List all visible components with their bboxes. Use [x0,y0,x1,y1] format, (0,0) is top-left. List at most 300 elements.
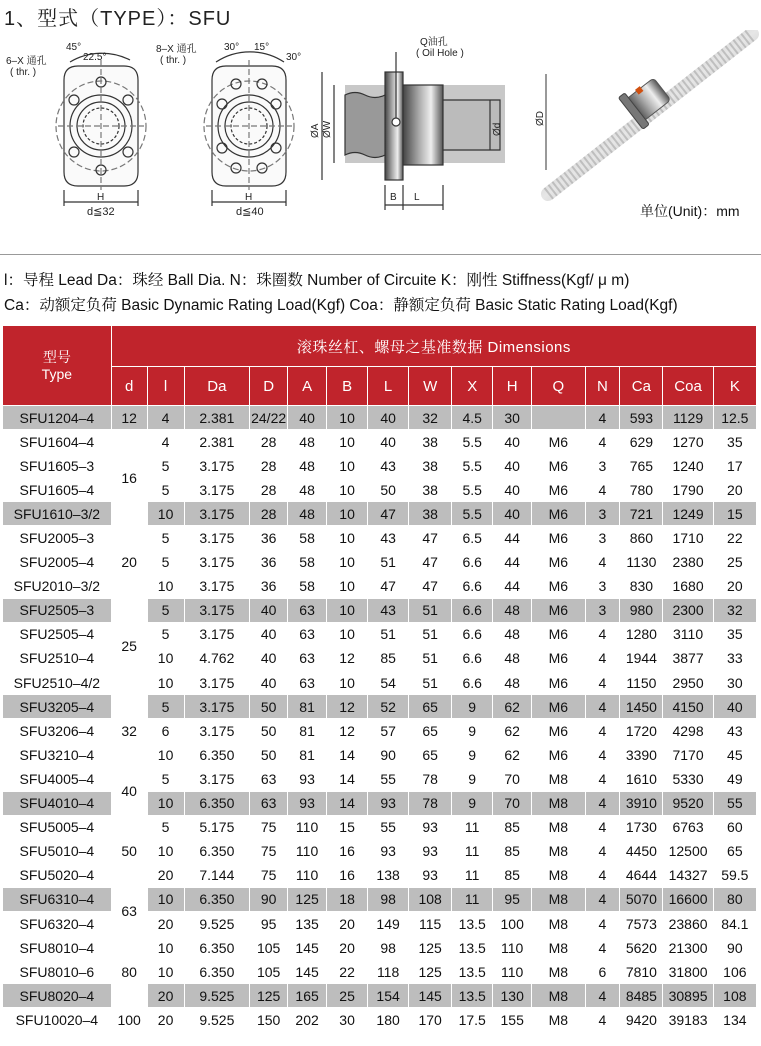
cell-h: 85 [493,815,532,839]
cell-k: 22 [713,526,756,550]
model-cell: SFU1610–3/2 [3,502,112,526]
cell-d: 28 [250,430,288,454]
diameter-cell: 63 [111,887,147,935]
cell-w: 38 [409,478,452,502]
cell-a: 135 [288,911,327,935]
cell-w: 78 [409,791,452,815]
model-cell: SFU4010–4 [3,791,112,815]
cell-ca: 4644 [620,863,663,887]
model-cell: SFU2005–3 [3,526,112,550]
cell-d: 36 [250,574,288,598]
cell-l: 54 [368,671,409,695]
table-row [3,695,757,719]
diameter-cell: 16 [111,430,147,526]
cell-da: 9.525 [184,984,250,1008]
model-cell: SFU2510–4/2 [3,671,112,695]
cell-da: 3.175 [184,502,250,526]
cell-h: 48 [493,671,532,695]
column-header-k: K [713,367,756,406]
cell-a: 48 [288,502,327,526]
cell-l: 20 [147,863,184,887]
cell-ca: 980 [620,598,663,622]
table-row [3,1008,757,1032]
flange1-hole-en: ( thr. ) [10,67,37,78]
cell-a: 48 [288,430,327,454]
cell-k: 55 [713,791,756,815]
cell-coa: 3877 [663,646,713,670]
column-header-coa: Coa [663,367,713,406]
cell-l: 10 [147,646,184,670]
cell-l: 5 [147,550,184,574]
model-cell: SFU6310–4 [3,887,112,911]
cell-a: 145 [288,936,327,960]
cell-a: 58 [288,526,327,550]
cell-h: 48 [493,622,532,646]
flange1-angle-a: 45° [66,42,82,53]
cell-k: 40 [713,695,756,719]
diameter-cell: 25 [111,598,147,694]
cell-l: 118 [368,960,409,984]
flange-view-d32 [56,53,146,206]
diameter-cell: 40 [111,767,147,815]
cell-l: 5 [147,598,184,622]
column-header-d: d [111,367,147,406]
cell-l: 10 [147,671,184,695]
model-cell: SFU8020–4 [3,984,112,1008]
cell-coa: 7170 [663,743,713,767]
cell-l: 10 [147,743,184,767]
flange1-d: d≦32 [87,206,115,218]
cell-b: 10 [327,454,368,478]
cell-da: 2.381 [184,406,250,430]
cell-l: 5 [147,526,184,550]
cell-n: 3 [585,454,620,478]
cell-a: 48 [288,454,327,478]
cell-a: 81 [288,743,327,767]
cell-l: 90 [368,743,409,767]
cell-x: 9 [452,695,493,719]
cell-da: 3.175 [184,767,250,791]
cell-a: 48 [288,478,327,502]
cell-w: 93 [409,815,452,839]
cell-w: 65 [409,695,452,719]
cell-a: 81 [288,695,327,719]
flange2-hole-cn: 8–X 通孔 [156,44,197,55]
cell-q: M6 [532,743,585,767]
cell-a: 40 [288,406,327,430]
cell-w: 78 [409,767,452,791]
cell-l: 98 [368,936,409,960]
cell-n: 4 [585,406,620,430]
cell-d: 105 [250,960,288,984]
cell-n: 4 [585,911,620,935]
cell-b: 12 [327,695,368,719]
flange2-hole-en: ( thr. ) [160,55,187,66]
cell-ca: 629 [620,430,663,454]
model-cell: SFU5020–4 [3,863,112,887]
cell-ca: 1150 [620,671,663,695]
cell-x: 13.5 [452,960,493,984]
cell-ca: 9420 [620,1008,663,1032]
cell-k: 43 [713,719,756,743]
cell-d: 24/22 [250,406,288,430]
cell-h: 62 [493,743,532,767]
cell-x: 6.6 [452,646,493,670]
cell-l: 93 [368,791,409,815]
cell-h: 70 [493,767,532,791]
cell-h: 40 [493,502,532,526]
cell-x: 6.6 [452,671,493,695]
cell-w: 145 [409,984,452,1008]
table-row [3,887,757,911]
column-header-w: W [409,367,452,406]
cell-ca: 1130 [620,550,663,574]
cell-b: 10 [327,406,368,430]
cell-k: 25 [713,550,756,574]
oil-hole-en: ( Oil Hole ) [416,48,464,59]
cell-w: 51 [409,598,452,622]
cell-n: 4 [585,791,620,815]
cell-h: 62 [493,695,532,719]
cell-x: 6.6 [452,550,493,574]
cell-h: 40 [493,478,532,502]
cell-d: 40 [250,598,288,622]
cell-coa: 1270 [663,430,713,454]
cell-l: 5 [147,454,184,478]
cell-k: 15 [713,502,756,526]
cell-q: M6 [532,574,585,598]
cell-coa: 21300 [663,936,713,960]
cell-d: 40 [250,646,288,670]
cell-k: 20 [713,478,756,502]
cell-l: 5 [147,695,184,719]
cell-k: 80 [713,887,756,911]
cell-k: 33 [713,646,756,670]
cell-d: 28 [250,454,288,478]
cell-l: 5 [147,622,184,646]
cell-ca: 1450 [620,695,663,719]
cell-b: 20 [327,911,368,935]
cell-x: 11 [452,815,493,839]
diameter-cell: 50 [111,815,147,887]
cell-b: 15 [327,815,368,839]
cell-b: 14 [327,743,368,767]
cell-q: M8 [532,791,585,815]
cell-da: 6.350 [184,887,250,911]
divider [0,254,761,255]
cell-coa: 2950 [663,671,713,695]
legend-line-2: Ca：动额定负荷 Basic Dynamic Rating Load(Kgf) Coa：静额定负荷 Basic Static Rating Load(Kgf) [4,297,678,314]
cell-w: 65 [409,719,452,743]
cell-d: 105 [250,936,288,960]
cell-q [532,406,585,430]
cell-da: 6.350 [184,936,250,960]
cell-q: M8 [532,911,585,935]
model-cell: SFU8010–6 [3,960,112,984]
flange2-d: d≦40 [236,206,264,218]
cell-k: 35 [713,622,756,646]
cell-h: 40 [493,430,532,454]
model-cell: SFU5005–4 [3,815,112,839]
cell-ca: 4450 [620,839,663,863]
cell-w: 65 [409,743,452,767]
model-cell: SFU2505–4 [3,622,112,646]
cell-h: 110 [493,936,532,960]
cell-l: 10 [147,791,184,815]
cell-k: 106 [713,960,756,984]
flange2-angle-c: 30° [286,52,302,63]
model-header-en: Type [41,365,73,382]
cell-x: 9 [452,743,493,767]
cell-k: 30 [713,671,756,695]
column-header-d: D [250,367,288,406]
cell-w: 115 [409,911,452,935]
cell-coa: 9520 [663,791,713,815]
cell-k: 49 [713,767,756,791]
model-cell: SFU5010–4 [3,839,112,863]
cell-w: 51 [409,622,452,646]
cell-l: 50 [368,478,409,502]
cell-coa: 39183 [663,1008,713,1032]
cell-b: 10 [327,478,368,502]
cell-d: 36 [250,550,288,574]
cell-l: 40 [368,430,409,454]
table-row [3,767,757,791]
cell-ca: 830 [620,574,663,598]
cell-b: 10 [327,502,368,526]
model-cell: SFU4005–4 [3,767,112,791]
cell-k: 59.5 [713,863,756,887]
page-title: 1、型式（TYPE）：SFU [4,8,232,30]
cell-ca: 3910 [620,791,663,815]
cell-q: M8 [532,984,585,1008]
cell-l: 10 [147,936,184,960]
cell-coa: 14327 [663,863,713,887]
cell-x: 6.6 [452,574,493,598]
cell-x: 5.5 [452,502,493,526]
cell-l: 40 [368,406,409,430]
cell-da: 6.350 [184,960,250,984]
flange1-angle-b: 22.5° [83,52,107,63]
cell-d: 36 [250,526,288,550]
table-row [3,815,757,839]
column-header-b: B [327,367,368,406]
cell-h: 44 [493,550,532,574]
cell-ca: 5620 [620,936,663,960]
model-cell: SFU3205–4 [3,695,112,719]
cell-n: 4 [585,815,620,839]
cell-b: 14 [327,791,368,815]
cell-l: 20 [147,1008,184,1032]
cell-coa: 1790 [663,478,713,502]
cell-d: 50 [250,743,288,767]
cell-q: M6 [532,622,585,646]
cell-a: 165 [288,984,327,1008]
cell-q: M6 [532,478,585,502]
column-header-l: l [147,367,184,406]
cell-d: 75 [250,839,288,863]
cell-d: 40 [250,622,288,646]
cell-w: 93 [409,863,452,887]
cell-b: 12 [327,646,368,670]
cell-b: 22 [327,960,368,984]
cell-d: 28 [250,502,288,526]
cell-coa: 30895 [663,984,713,1008]
cell-n: 3 [585,598,620,622]
cell-coa: 31800 [663,960,713,984]
cell-n: 3 [585,574,620,598]
cell-b: 30 [327,1008,368,1032]
cell-x: 6.6 [452,598,493,622]
cell-coa: 5330 [663,767,713,791]
cell-q: M6 [532,454,585,478]
table-row [3,936,757,960]
model-cell: SFU1604–4 [3,430,112,454]
column-header-da: Da [184,367,250,406]
cell-q: M8 [532,887,585,911]
cell-da: 3.175 [184,574,250,598]
table-row [3,526,757,550]
cell-k: 35 [713,430,756,454]
product-image [546,34,752,194]
cell-da: 3.175 [184,695,250,719]
cell-w: 47 [409,574,452,598]
cell-x: 13.5 [452,984,493,1008]
cell-da: 3.175 [184,719,250,743]
cell-ca: 780 [620,478,663,502]
cell-b: 10 [327,526,368,550]
cell-b: 14 [327,767,368,791]
cell-k: 12.5 [713,406,756,430]
cell-coa: 1680 [663,574,713,598]
cell-l: 20 [147,911,184,935]
cell-k: 45 [713,743,756,767]
cell-coa: 1240 [663,454,713,478]
model-cell: SFU6320–4 [3,911,112,935]
cell-ca: 7573 [620,911,663,935]
cell-h: 155 [493,1008,532,1032]
cell-k: 134 [713,1008,756,1032]
cell-ca: 3390 [620,743,663,767]
cell-l: 93 [368,839,409,863]
cell-d: 28 [250,478,288,502]
cell-q: M6 [532,550,585,574]
cell-x: 9 [452,719,493,743]
cell-da: 9.525 [184,1008,250,1032]
cell-coa: 2380 [663,550,713,574]
cell-l: 43 [368,598,409,622]
cell-q: M6 [532,719,585,743]
cell-da: 4.762 [184,646,250,670]
side-view [322,52,505,210]
diameter-cell: 100 [111,1008,147,1032]
cell-w: 47 [409,550,452,574]
cell-ca: 593 [620,406,663,430]
cell-h: 62 [493,719,532,743]
cell-a: 145 [288,960,327,984]
dim-a: ØA [310,123,321,138]
cell-ca: 1610 [620,767,663,791]
cell-n: 4 [585,863,620,887]
cell-x: 5.5 [452,454,493,478]
model-cell: SFU2010–3/2 [3,574,112,598]
cell-coa: 16600 [663,887,713,911]
cell-coa: 6763 [663,815,713,839]
cell-b: 16 [327,839,368,863]
cell-n: 3 [585,526,620,550]
cell-w: 32 [409,406,452,430]
cell-a: 110 [288,839,327,863]
cell-b: 10 [327,574,368,598]
cell-k: 84.1 [713,911,756,935]
dim-w: ØW [322,120,333,138]
cell-h: 30 [493,406,532,430]
model-cell: SFU2005–4 [3,550,112,574]
cell-k: 108 [713,984,756,1008]
cell-h: 130 [493,984,532,1008]
cell-ca: 5070 [620,887,663,911]
cell-k: 60 [713,815,756,839]
cell-l: 47 [368,574,409,598]
cell-n: 4 [585,646,620,670]
dim-b: B [390,192,397,203]
model-cell: SFU10020–4 [3,1008,112,1032]
cell-a: 58 [288,550,327,574]
cell-q: M8 [532,815,585,839]
cell-da: 3.175 [184,598,250,622]
cell-k: 17 [713,454,756,478]
cell-n: 4 [585,478,620,502]
cell-coa: 1129 [663,406,713,430]
cell-l: 43 [368,526,409,550]
cell-q: M6 [532,502,585,526]
flange-view-d40 [204,52,294,206]
cell-h: 85 [493,839,532,863]
cell-q: M8 [532,936,585,960]
cell-da: 5.175 [184,815,250,839]
cell-q: M6 [532,526,585,550]
cell-l: 47 [368,502,409,526]
cell-q: M8 [532,767,585,791]
cell-q: M6 [532,646,585,670]
cell-h: 70 [493,791,532,815]
cell-d: 150 [250,1008,288,1032]
cell-b: 18 [327,887,368,911]
cell-l: 51 [368,550,409,574]
column-header-h: H [493,367,532,406]
cell-l: 52 [368,695,409,719]
cell-q: M8 [532,960,585,984]
cell-d: 90 [250,887,288,911]
cell-w: 38 [409,502,452,526]
cell-l: 10 [147,839,184,863]
cell-h: 85 [493,863,532,887]
cell-l: 6 [147,719,184,743]
cell-b: 10 [327,430,368,454]
cell-a: 63 [288,671,327,695]
cell-d: 125 [250,984,288,1008]
cell-l: 20 [147,984,184,1008]
cell-h: 110 [493,960,532,984]
cell-b: 20 [327,936,368,960]
cell-l: 4 [147,406,184,430]
cell-da: 3.175 [184,454,250,478]
cell-coa: 4150 [663,695,713,719]
column-header-x: X [452,367,493,406]
cell-x: 11 [452,863,493,887]
column-header-q: Q [532,367,585,406]
table-row [3,598,757,622]
